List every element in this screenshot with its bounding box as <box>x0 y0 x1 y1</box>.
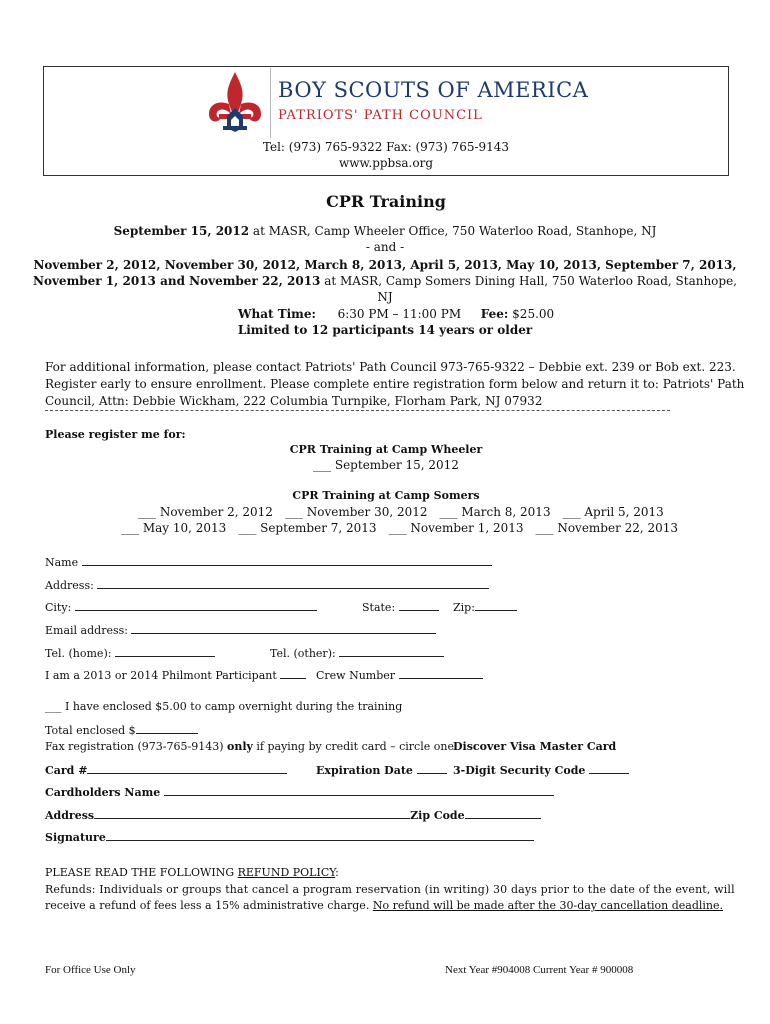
fax-registration <box>45 740 454 753</box>
session-date-wheeler: September 15, 2012 <box>113 224 250 238</box>
info-line-1: For additional information, please contact Patriots' Path Council 973-765-9322 – Debbie ext. 239 or Bob ext. 223. <box>45 360 736 374</box>
session-time-fee <box>238 307 554 321</box>
state-field[interactable] <box>399 600 439 611</box>
somers-option[interactable]: ___ November 1, 2013 <box>388 521 524 535</box>
philmont-label: I am a 2013 or 2014 Philmont Participant <box>45 669 277 682</box>
register-label: Please register me for: <box>45 428 186 441</box>
name-field[interactable] <box>82 555 492 566</box>
zip-label: Zip: <box>453 601 475 614</box>
session-location-somers: at MASR, Camp Somers Dining Hall, 750 Waterloo Road, Stanhope, <box>320 274 737 288</box>
cardholder-row <box>45 785 554 799</box>
expiration-field[interactable] <box>417 763 447 774</box>
billing-address-label: Address <box>45 809 95 822</box>
what-time-label: What Time: <box>238 307 316 321</box>
info-line-3: Council, Attn: Debbie Wickham, 222 Columbia Turnpike, Florham Park, NJ 07932 <box>45 394 543 408</box>
page-title: CPR Training <box>326 192 446 211</box>
state-row <box>362 600 439 614</box>
session-and: - and - <box>365 240 405 254</box>
no-refund-notice: No refund will be made after the 30-day cancellation deadline. <box>372 899 724 912</box>
philmont-row <box>45 668 306 682</box>
overnight-option[interactable]: ___ I have enclosed $5.00 to camp overnight during the training <box>45 700 403 713</box>
fax-reg-only: only <box>227 740 253 753</box>
session-state: NJ <box>377 290 393 304</box>
address-field[interactable] <box>97 578 489 589</box>
tel-other-field[interactable] <box>339 646 444 657</box>
session-line-4 <box>0 274 770 288</box>
somers-option[interactable]: ___ November 22, 2013 <box>535 521 679 535</box>
address-label: Address: <box>45 579 94 592</box>
refund-heading-colon: : <box>335 866 339 879</box>
signature-row <box>45 830 534 844</box>
wheeler-date-option[interactable]: ___ September 15, 2012 <box>313 458 459 472</box>
wheeler-heading: CPR Training at Camp Wheeler <box>289 443 483 456</box>
somers-option[interactable]: ___ May 10, 2013 <box>121 521 227 535</box>
somers-row-1 <box>138 505 664 519</box>
name-label: Name <box>45 556 79 569</box>
crew-label: Crew Number <box>316 669 396 682</box>
what-time-value: 6:30 PM – 11:00 PM <box>337 307 462 321</box>
email-field[interactable] <box>131 623 436 634</box>
tel-home-field[interactable] <box>115 646 215 657</box>
session-dates-somers: November 2, 2012, November 30, 2012, March 8, 2013, April 5, 2013, May 10, 2013, September 7, 2013, <box>33 258 737 272</box>
office-use-label: For Office Use Only <box>45 964 136 976</box>
fee-value: $25.00 <box>512 307 555 321</box>
email-label: Email address: <box>45 624 128 637</box>
session-line-1 <box>20 224 750 238</box>
card-number-field[interactable] <box>87 763 287 774</box>
cardholder-field[interactable] <box>164 785 554 796</box>
cvv-row <box>453 763 629 777</box>
somers-option[interactable]: ___ September 7, 2013 <box>238 521 377 535</box>
participant-limit: Limited to 12 participants 14 years or older <box>237 323 533 337</box>
zip-code-label: Zip Code <box>410 809 465 822</box>
total-label: Total enclosed $ <box>45 724 136 737</box>
billing-address-field[interactable] <box>94 808 410 819</box>
card-number-row <box>45 763 287 777</box>
zip-code-field[interactable] <box>465 808 541 819</box>
total-field[interactable] <box>136 723 198 734</box>
city-row <box>45 600 317 614</box>
zip-field[interactable] <box>475 600 517 611</box>
address-row <box>45 578 489 592</box>
somers-option[interactable]: ___ April 5, 2013 <box>562 505 664 519</box>
signature-label: Signature <box>45 831 106 844</box>
cardholder-label: Cardholders Name <box>45 786 161 799</box>
org-name: BOY SCOUTS OF AMERICA <box>278 78 589 102</box>
year-codes: Next Year #904008 Current Year # 900008 <box>445 964 634 976</box>
session-dates-somers-end: November 1, 2013 and November 22, 2013 <box>32 274 321 288</box>
fee-label: Fee: <box>480 307 509 321</box>
tel-other-label: Tel. (other): <box>270 647 336 660</box>
refund-text: receive a refund of fees less a 15% administrative charge. <box>45 899 373 912</box>
website: www.ppbsa.org <box>338 156 434 170</box>
somers-option[interactable]: ___ November 30, 2012 <box>284 505 428 519</box>
billing-address-row <box>45 808 541 822</box>
state-label: State: <box>362 601 396 614</box>
refund-heading <box>45 866 339 879</box>
refund-heading-text: PLEASE READ THE FOLLOWING <box>45 866 238 879</box>
council-name: PATRIOTS' PATH COUNCIL <box>278 108 483 123</box>
crew-row <box>316 668 483 682</box>
fax-reg-text-end: if paying by credit card – circle one <box>252 740 454 753</box>
total-row <box>45 723 198 737</box>
refund-line-2 <box>45 899 723 912</box>
expiration-label: Expiration Date <box>316 764 413 777</box>
somers-heading: CPR Training at Camp Somers <box>292 489 480 502</box>
cvv-label: 3-Digit Security Code <box>453 764 586 777</box>
cut-line <box>45 410 670 411</box>
session-location-wheeler: at MASR, Camp Wheeler Office, 750 Waterloo Road, Stanhope, NJ <box>249 224 657 238</box>
fax-reg-text: Fax registration (973-765-9143) <box>45 740 227 753</box>
expiration-row <box>316 763 447 777</box>
tel-home-label: Tel. (home): <box>45 647 112 660</box>
somers-option[interactable]: ___ November 2, 2012 <box>138 505 273 519</box>
cvv-field[interactable] <box>589 763 629 774</box>
somers-option[interactable]: ___ March 8, 2013 <box>439 505 551 519</box>
philmont-field[interactable] <box>280 668 306 679</box>
tel-home-row <box>45 646 215 660</box>
bsa-fleur-de-lis-icon <box>205 70 265 136</box>
city-label: City: <box>45 601 72 614</box>
name-row <box>45 555 492 569</box>
zip-row <box>453 600 517 614</box>
refund-policy-label: REFUND POLICY <box>237 866 336 879</box>
card-types[interactable]: Discover Visa Master Card <box>453 740 617 753</box>
signature-field[interactable] <box>106 830 534 841</box>
email-row <box>45 623 436 637</box>
header-divider <box>270 68 271 138</box>
city-field[interactable] <box>75 600 317 611</box>
tel-fax: Tel: (973) 765-9322 Fax: (973) 765-9143 <box>262 140 510 154</box>
card-number-label: Card # <box>45 764 88 777</box>
somers-row-2 <box>121 521 678 535</box>
tel-other-row <box>270 646 444 660</box>
info-line-2: Register early to ensure enrollment. Please complete entire registration form below and return it to: Patriots' Path <box>45 377 745 391</box>
refund-line-1: Refunds: Individuals or groups that cancel a program reservation (in writing) 30 days prior to the date of the event, will <box>45 883 735 896</box>
crew-field[interactable] <box>399 668 483 679</box>
